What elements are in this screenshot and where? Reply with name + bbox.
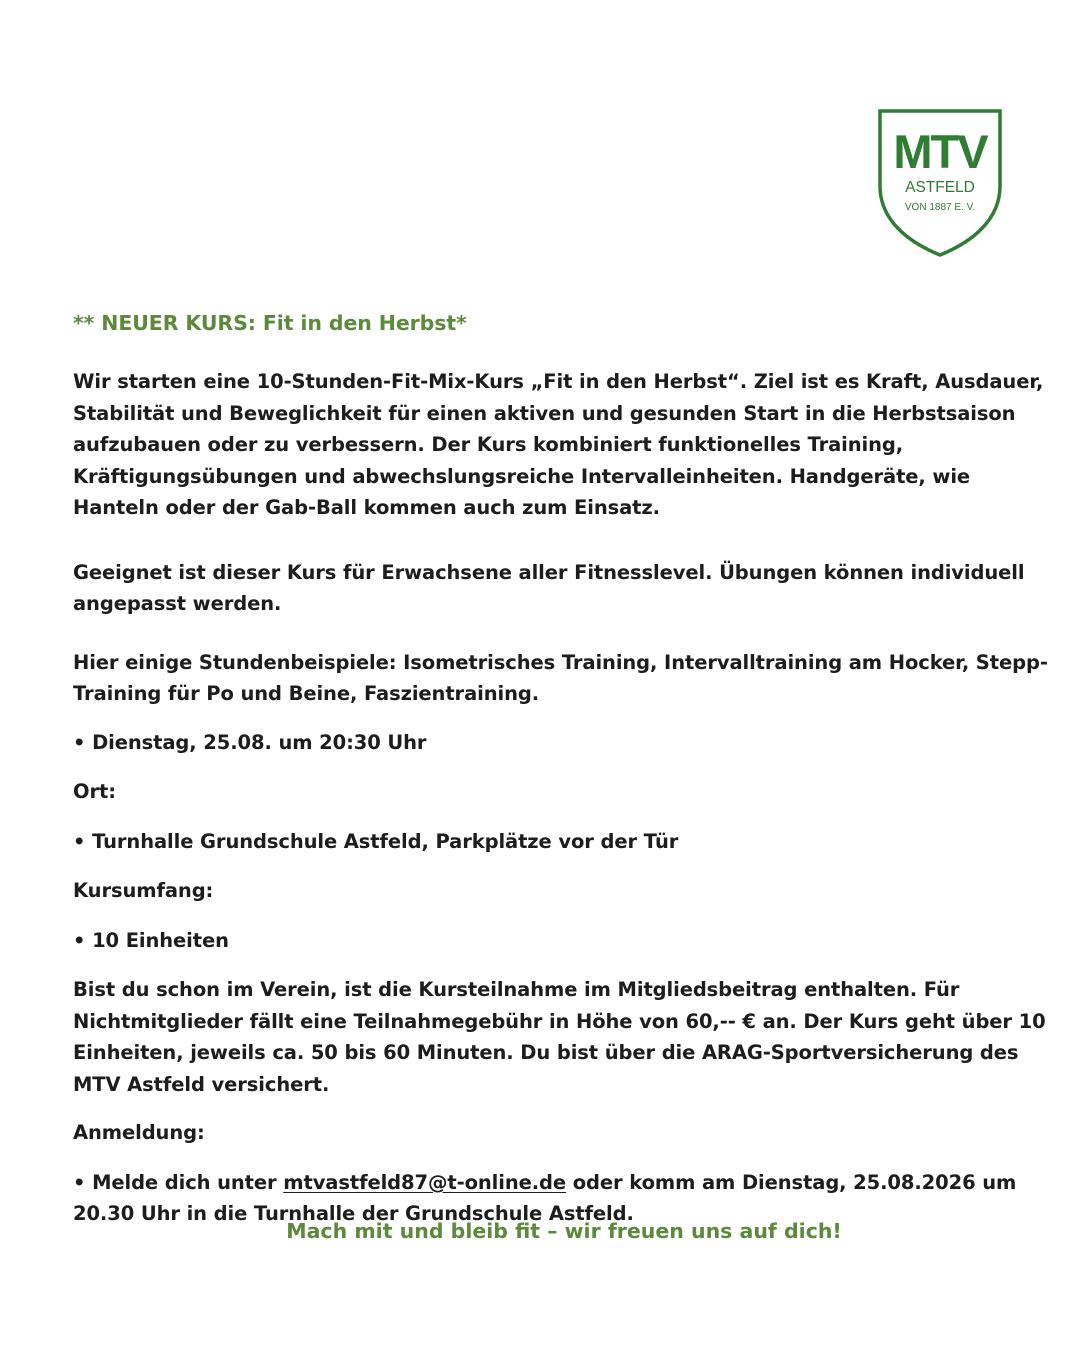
registration-prefix: Melde dich unter [92,1170,284,1194]
info-paragraph: Bist du schon im Verein, ist die Kursteilnahme im Mitgliedsbeitrag enthalten. Für Nichtmitglieder fällt eine Teilnahmegebühr in Höhe von 60,-- € an. Der Kurs geht über 10 Einheiten, jeweils ca. 50 bis 60 Minuten. Du bist über die ARAG-Sportversicherung des MTV Astfeld versichert. [73,978,1046,1096]
closing-slogan: Mach mit und bleib fit – wir freuen uns auf dich! [286,1219,842,1243]
suitability-paragraph: Geeignet ist dieser Kurs für Erwachsene aller Fitnesslevel. Übungen können individuell angepasst werden. [73,560,1025,615]
logo-title: MTV [893,125,987,178]
location-label: Ort: [73,780,116,803]
examples-paragraph: Hier einige Stundenbeispiele: Isometrisches Training, Intervalltraining am Hocker, Stepp-Training für Po und Beine, Faszientraining. [73,650,1048,705]
shield-icon [876,108,1004,258]
logo-line1: ASTFELD [905,179,975,196]
logo-line2: VON 1887 E. V. [904,202,976,213]
registration-suffix: oder komm am Dienstag, 25.08.2026 um 20.30 Uhr in die Turnhalle der Grundschule Astfeld. [73,1170,1017,1225]
club-logo [876,108,1004,258]
scope-item: • 10 Einheiten [73,925,1058,957]
course-heading: ** NEUER KURS: Fit in den Herbst* [73,311,467,335]
scope-label: Kursumfang: [73,879,214,902]
location-item: • Turnhalle Grundschule Astfeld, Parkplätze vor der Tür [73,826,1058,858]
announcement-body [73,300,1058,1230]
date-item: • Dienstag, 25.08. um 20:30 Uhr [73,727,1058,759]
registration-label: Anmeldung: [73,1121,205,1144]
email-link[interactable]: mtvastfeld87@t-online.de [283,1170,567,1194]
intro-paragraph: Wir starten eine 10-Stunden-Fit-Mix-Kurs „Fit in den Herbst“. Ziel ist es Kraft, Ausdauer, Stabilität und Beweglichkeit für einen aktiven und gesunden Start in die Herbstsaison aufzubauen oder zu verbessern. Der Kurs kombiniert funktionelles Training, Kräftigungsübungen und abwechslungsreiche Intervalleinheiten. Handgeräte, wie Hanteln oder der Gab-Ball kommen auch zum Einsatz. [73,370,1044,519]
